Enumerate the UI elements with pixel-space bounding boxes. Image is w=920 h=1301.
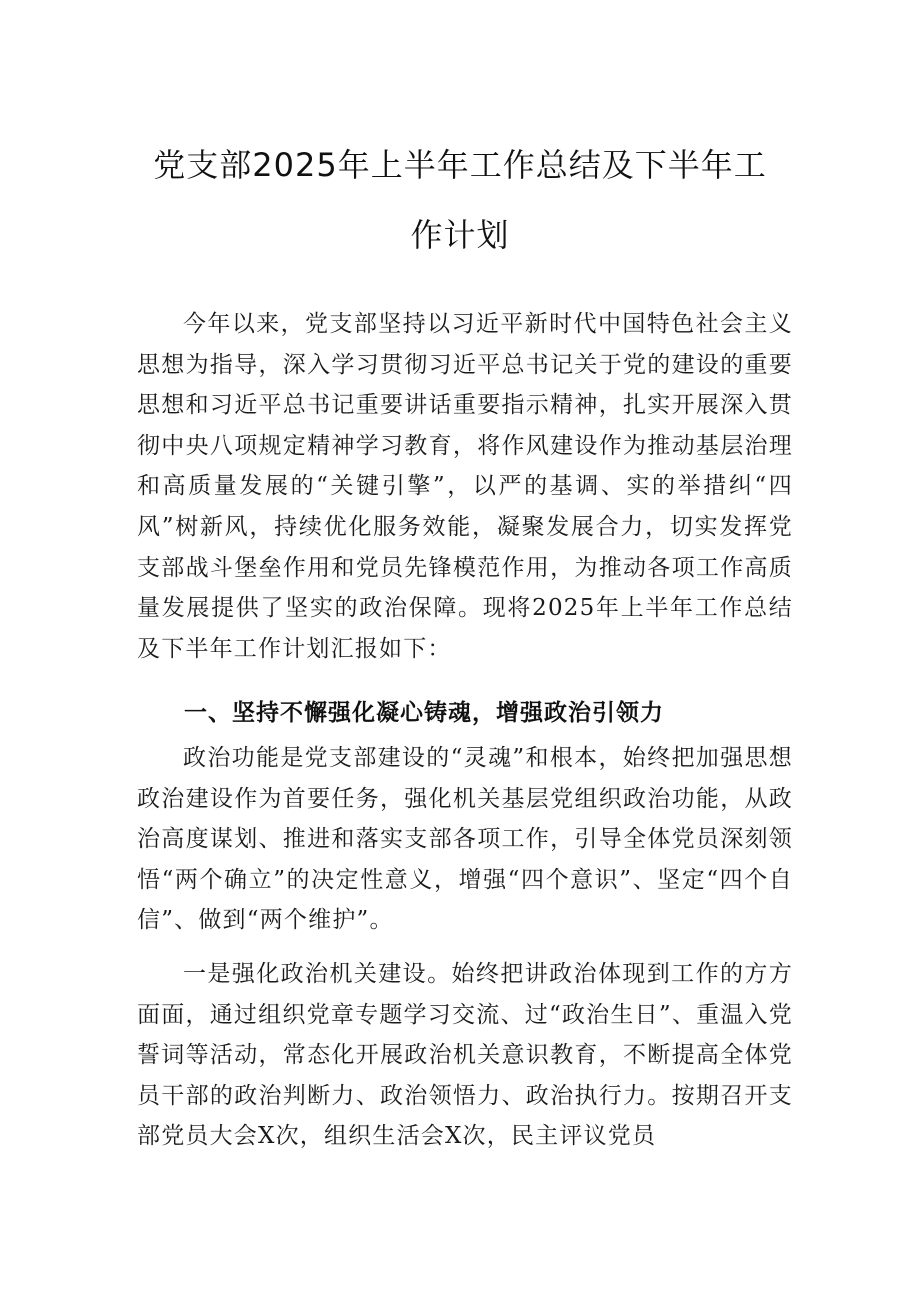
section-1-heading: 一、坚持不懈强化凝心铸魂，增强政治引领力 (184, 700, 664, 726)
intro-paragraph: 今年以来，党支部坚持以习近平新时代中国特色社会主义思想为指导，深入学习贯彻习近平总书记关于党的建设的重要思想和习近平总书记重要讲话重要指示精神，扎实开展深入贯彻中央八项规定精神学习教育，将作风建设作为推动基层治理和高质量发展的“关键引擎”，以严的基调、实的举措纠“四风”树新风，持续优化服务效能，凝聚发展合力，切实发挥党支部战斗堡垒作用和党员先锋模范作用，为推动各项工作高质量发展提供了坚实的政治保障。现将2025年上半年工作总结及下半年工作计划汇报如下： (137, 311, 793, 662)
item-1-paragraph: 一是强化政治机关建设。始终把讲政治体现到工作的方方面面，通过组织党章专题学习交流、过“政治生日”、重温入党誓词等活动，常态化开展政治机关意识教育，不断提高全体党员干部的政治判断力、政治领悟力、政治执行力。按期召开支部党员大会X次，组织生活会X次，民主评议党员 (137, 961, 793, 1150)
section-1-paragraph-block (137, 738, 793, 941)
document-title-line-2: 作计划 (410, 216, 510, 254)
item-1-paragraph-block (137, 954, 793, 1157)
section-1-paragraph: 政治功能是党支部建设的“灵魂”和根本，始终把加强思想政治建设作为首要任务，强化机关基层党组织政治功能，从政治高度谋划、推进和落实支部各项工作，引导全体党员深刻领悟“两个确立”的决定性意义，增强“四个意识”、坚定“四个自信”、做到“两个维护”。 (137, 745, 793, 934)
intro-paragraph-block (137, 304, 793, 669)
document-title-line-1: 党支部2025年上半年工作总结及下半年工 (153, 146, 767, 184)
